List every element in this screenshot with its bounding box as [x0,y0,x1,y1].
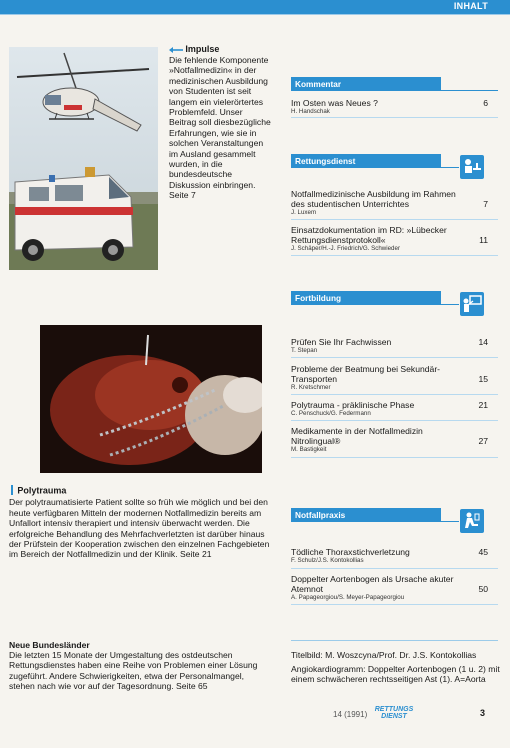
kommentar-rule-end [291,117,498,118]
section-fortbildung-rule [291,304,459,305]
header-label: INHALT [453,1,488,11]
notfallpraxis-entry-1-author: F. Schulz/J.S. Kontokollias [291,557,364,564]
polytrauma-caption [9,485,271,560]
section-rettungsdienst: Rettungsdienst [291,154,441,168]
fortbildung-entry-4-author: M. Bastigkeit [291,446,327,453]
fortbildung-entry-2-author: R. Kretschmer [291,384,331,391]
section-notfallpraxis-rule [291,521,459,522]
person-kneeling-icon [460,509,484,533]
rettungsdienst-logo [374,706,414,720]
fortbildung-rule-3 [291,420,498,421]
kommentar-entry-1-title: Im Osten was Neues ? [291,98,378,108]
rettungsdienst-rule-1 [291,219,498,220]
notfallpraxis-rule-1 [291,568,498,569]
fortbildung-entry-1-page: 14 [478,337,488,347]
notfallpraxis-rule-end [291,604,498,605]
fortbildung-entry-2-page: 15 [478,374,488,384]
section-kommentar-rule [291,90,498,91]
fortbildung-entry-3-title: Polytrauma - präklinische Phase [291,400,415,410]
surgery-photo [40,325,262,473]
fortbildung-rule-1 [291,357,498,358]
marker-icon [9,485,15,497]
notfallpraxis-entry-2-title: Doppelter Aortenbogen als Ursache akuter Atemnot [291,574,454,594]
neue-bundeslaender-block [9,640,271,691]
logo-top: RETTUNGS [374,706,414,713]
impulse-caption [169,44,271,201]
rettungsdienst-entry-2-page: 11 [479,235,488,245]
fortbildung-entry-2-title: Probleme der Beatmung bei Sekundär-Transporten [291,364,441,384]
angiokardiogramm-note: Angiokardiogramm: Doppelter Aortenbogen (1 u. 2) mit einem schwächeren rechtsseitigen Ast (1). A=Aorta [291,664,500,685]
rettungsdienst-entry-1-title: Notfallmedizinische Ausbildung im Rahmen des studentischen Unterrichtes [291,189,456,209]
section-fortbildung: Fortbildung [291,291,441,305]
fortbildung-rule-2 [291,394,498,395]
fortbildung-entry-3-page: 21 [478,400,488,410]
rettungsdienst-entry-2-author: J. Schäper/H.-J. Friedrich/G. Schwieder [291,245,401,252]
issue-number: 14 (1991) [333,710,368,719]
polytrauma-text: Der polytraumatisierte Patient sollte so früh wie möglich und bei den heute verfügbaren Mitteln der modernen Notfallmedizin bereits am Unfallort intensiv therapiert und intensiv überwacht werden. Die erfolgreiche Behandlung des Mehrfachverletzten ist darüber hinaus der Prüfstein der Kooperation zwischen den einzelnen Fachgebieten im Bereich der Notfallmedizin und der Klinik. Seite 21 [9,497,270,560]
rettungsdienst-entry-1-page: 7 [483,199,488,209]
impulse-text: Die fehlende Komponente »Notfallmedizin« in der medizinischen Ausbildung von Studenten ist seit langem ein vielerörtertes Problemfeld. Unser Beitrag soll diesbezügliche Erfahrungen, wie sie in solchen Veranstaltungen im Ausland gesammelt wurden, in die bundesdeutsche Diskussion einbringen. Seite 7 [169,54,271,201]
page-number: 3 [480,708,486,718]
notfallpraxis-entry-1-title: Tödliche Thoraxstichverletzung [291,547,410,557]
header-bar [0,0,510,14]
rettungsdienst-entry-2-title: Einsatzdokumentation im RD: »Lübecker Rettungsdienstprotokoll« [291,225,447,245]
fortbildung-entry-1-title: Prüfen Sie Ihr Fachwissen [291,337,392,347]
fortbildung-entry-1-author: T. Stepan [291,347,318,354]
notfallpraxis-entry-2-author: A. Papageorgiou/S. Meyer-Papageorgiou [291,594,405,601]
fortbildung-entry-4-page: 27 [478,436,488,446]
section-kommentar: Kommentar [291,77,441,91]
person-at-desk-icon [460,155,484,179]
helicopter-ambulance-photo [9,47,158,270]
header-rule [0,14,510,15]
neue-bundeslaender-text: Die letzten 15 Monate der Umgestaltung des ostdeutschen Rettungsdienstes haben eine Reihe von Problemen einer Lösung zugeführt. Andere Schwierigkeiten, etwa der Personalmangel, stehen nach wie vor auf der Tagesordnung. Seite 65 [9,650,258,691]
notfallpraxis-entry-2-page: 50 [478,584,488,594]
rettungsdienst-entry-1-author: J. Luxem [291,209,317,216]
polytrauma-title: Polytrauma [17,485,67,496]
kommentar-entry-1-page: 6 [483,98,488,108]
section-rettungsdienst-rule [291,167,459,168]
kommentar-entry-1-author: H. Handschak [291,108,330,115]
fortbildung-entry-4-title: Medikamente in der Notfallmedizin Nitrolingual® [291,426,423,446]
cover-rule [291,640,498,641]
fortbildung-rule-end [291,457,498,458]
logo-bottom: DIENST [381,713,407,720]
titelbild-credit: Titelbild: M. Woszcyna/Prof. Dr. J.S. Kontokollias [291,650,477,660]
impulse-title: Impulse [185,44,220,54]
instructor-board-icon [460,292,484,316]
notfallpraxis-entry-1-page: 45 [478,547,488,557]
arrow-left-icon [169,45,183,55]
rettungsdienst-rule-end [291,255,498,256]
neue-bundeslaender-title: Neue Bundesländer [9,640,90,650]
section-notfallpraxis: Notfallpraxis [291,508,441,522]
fortbildung-entry-3-author: C. Penschuck/G. Federmann [291,410,371,417]
